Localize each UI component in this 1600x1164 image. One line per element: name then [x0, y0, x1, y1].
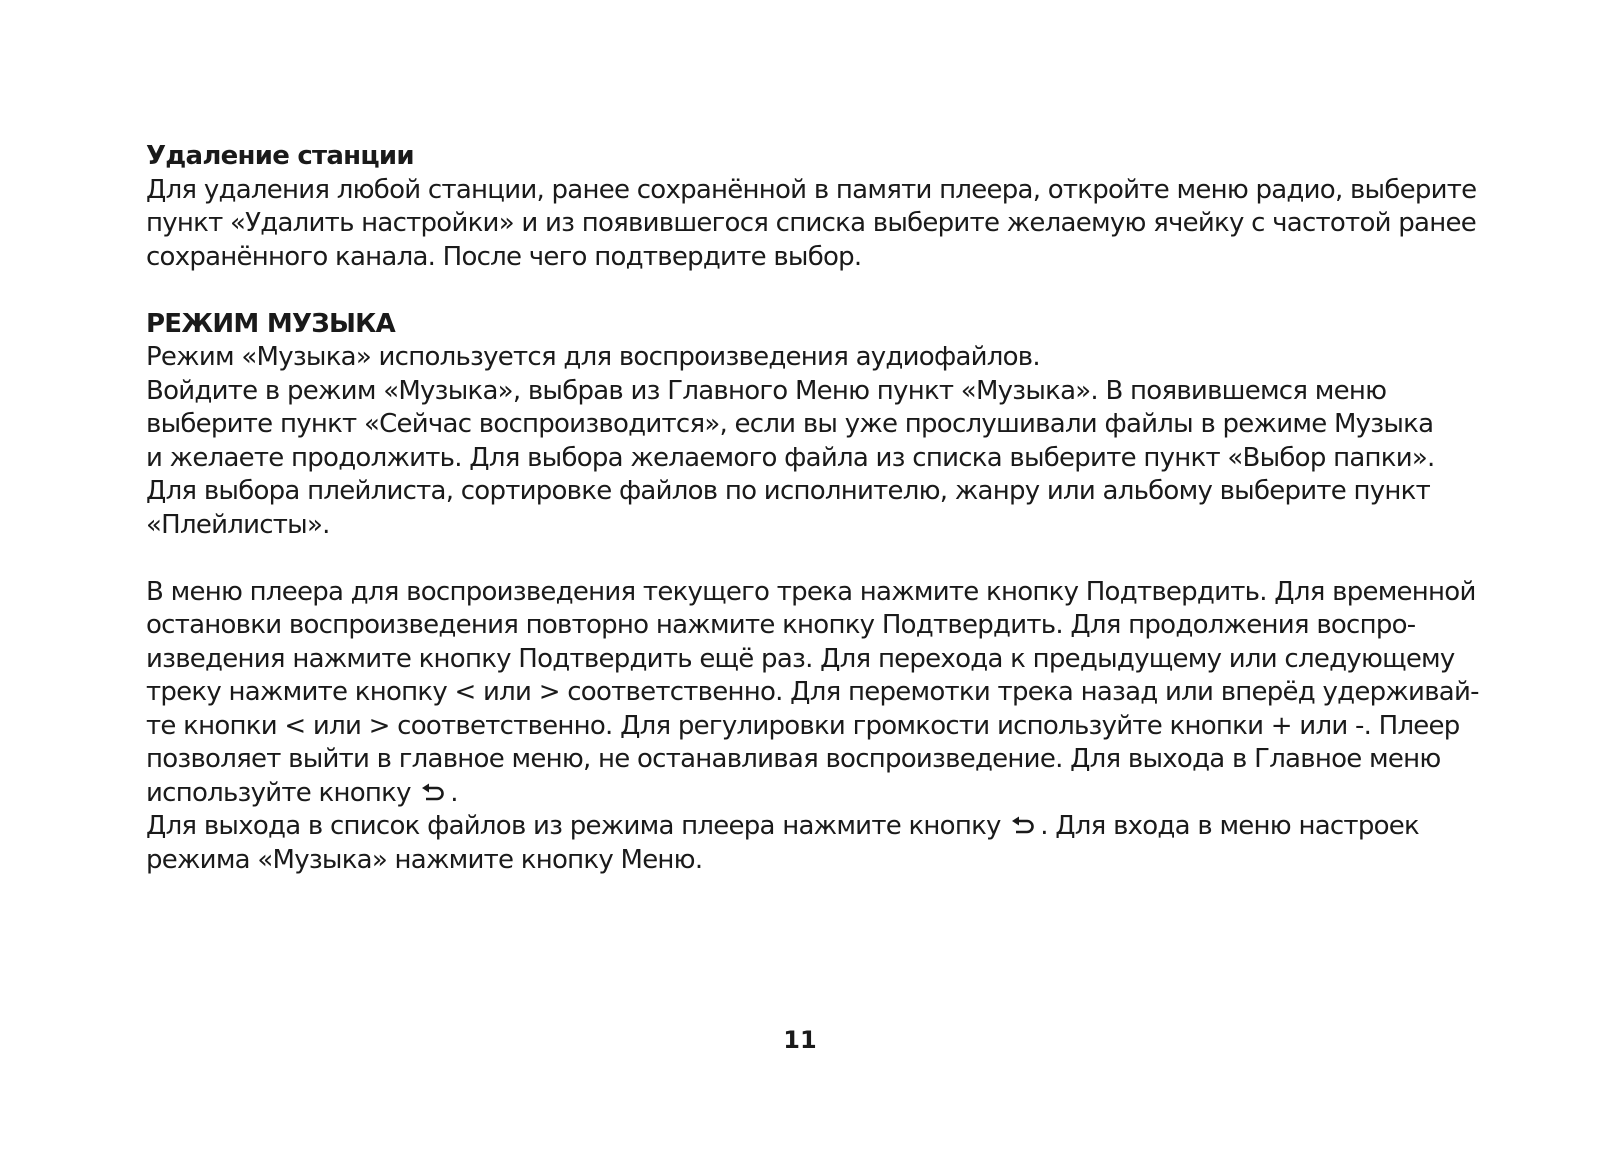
paragraph-delete-station	[146, 174, 1486, 275]
text-line: треку нажмите кнопку < или > соответственно. Для перемотки трека назад или вперёд удерживай-	[146, 677, 1479, 707]
text-line: Для выбора плейлиста, сортировке файлов по исполнителю, жанру или альбому выберите пункт	[146, 476, 1431, 506]
paragraph-music-intro	[146, 341, 1486, 542]
back-arrow-icon	[420, 783, 448, 803]
paragraph-player-controls	[146, 576, 1486, 878]
text-line: те кнопки < или > соответственно. Для регулировки громкости используйте кнопки + или -. Плеер	[146, 710, 1460, 741]
text-line: позволяет выйти в главное меню, не останавливая воспроизведение. Для выхода в Главное меню	[146, 744, 1441, 774]
text-line: В меню плеера для воспроизведения текущего трека нажмите кнопку Подтвердить. Для временной	[146, 576, 1476, 607]
page-number: 11	[783, 1026, 817, 1054]
text-line: Для удаления любой станции, ранее сохранённой в памяти плеера, откройте меню радио, выберите	[146, 174, 1477, 205]
text-fragment: . Для входа в меню настроек	[1040, 811, 1419, 841]
text-fragment: используйте кнопку	[146, 777, 419, 808]
text-line-with-icon	[146, 810, 1486, 844]
section-heading-delete-station: Удаление станции	[146, 141, 414, 171]
text-line-with-icon	[146, 777, 1486, 811]
text-line: Войдите в режим «Музыка», выбрав из Главного Меню пункт «Музыка». В появившемся меню	[146, 375, 1387, 406]
text-line: Режим «Музыка» используется для воспроизведения аудиофайлов.	[146, 342, 1040, 372]
section-heading-music-mode: РЕЖИМ МУЗЫКА	[146, 308, 396, 339]
page-content	[146, 140, 1486, 877]
text-line: выберите пункт «Сейчас воспроизводится», если вы уже прослушивали файлы в режиме Музыка	[146, 409, 1434, 439]
text-line: остановки воспроизведения повторно нажмите кнопку Подтвердить. Для продолжения воспро-	[146, 610, 1416, 640]
paragraph-gap	[146, 274, 1486, 308]
text-line: и желаете продолжить. Для выбора желаемого файла из списка выберите пункт «Выбор папки».	[146, 442, 1435, 473]
text-line: сохранённого канала. После чего подтвердите выбор.	[146, 241, 862, 272]
text-line: пункт «Удалить настройки» и из появившегося списка выберите желаемую ячейку с частотой ранее	[146, 208, 1476, 238]
text-line: режима «Музыка» нажмите кнопку Меню.	[146, 844, 703, 875]
paragraph-gap	[146, 542, 1486, 576]
back-arrow-icon	[1010, 816, 1038, 836]
text-fragment: .	[450, 777, 458, 808]
text-line: изведения нажмите кнопку Подтвердить ещё раз. Для перехода к предыдущему или следующему	[146, 643, 1455, 674]
text-line: «Плейлисты».	[146, 509, 330, 540]
text-fragment: Для выхода в список файлов из режима плеера нажмите кнопку	[146, 811, 1009, 841]
